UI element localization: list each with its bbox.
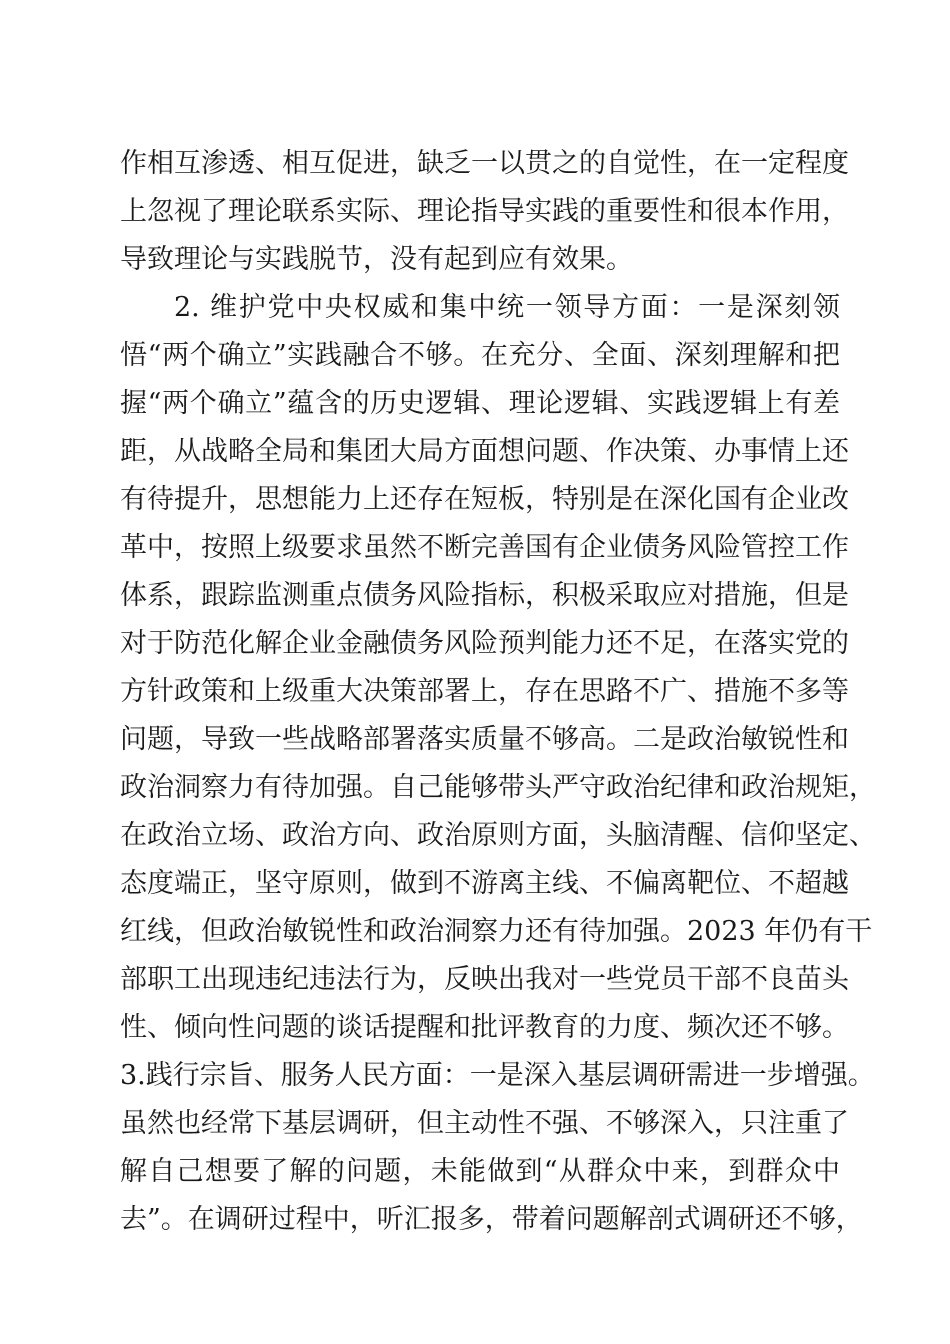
text-line-16: 态度端正，坚守原则，做到不游离主线、不偏离靶位、不超越 [120, 868, 849, 899]
text-line-10: 体系，跟踪监测重点债务风险指标，积极采取应对措施，但是 [120, 580, 849, 611]
text-line-17: 红线，但政治敏锐性和政治洞察力还有待加强。2023 年仍有干 [120, 916, 873, 947]
text-line-8: 有待提升，思想能力上还存在短板，特别是在深化国有企业改 [120, 484, 849, 515]
text-line-23: 去”。在调研过程中，听汇报多，带着问题解剖式调研还不够， [120, 1204, 863, 1235]
text-line-22: 解自己想要了解的问题，未能做到“从群众中来，到群众中 [120, 1156, 840, 1187]
text-line-3: 导致理论与实践脱节，没有起到应有效果。 [120, 244, 633, 275]
text-line-20: 3.践行宗旨、服务人民方面：一是深入基层调研需进一步增强。 [120, 1060, 875, 1091]
text-line-11: 对于防范化解企业金融债务风险预判能力还不足，在落实党的 [120, 628, 849, 659]
text-line-5: 悟“两个确立”实践融合不够。在充分、全面、深刻理解和把 [120, 340, 840, 371]
text-line-19: 性、倾向性问题的谈话提醒和批评教育的力度、频次还不够。 [120, 1012, 849, 1043]
text-line-12: 方针政策和上级重大决策部署上，存在思路不广、措施不多等 [120, 676, 849, 707]
text-line-18: 部职工出现违纪违法行为，反映出我对一些党员干部不良苗头 [120, 964, 849, 995]
text-line-6: 握“两个确立”蕴含的历史逻辑、理论逻辑、实践逻辑上有差 [120, 388, 840, 419]
text-line-7: 距，从战略全局和集团大局方面想问题、作决策、办事情上还 [120, 436, 849, 467]
text-line-21: 虽然也经常下基层调研，但主动性不强、不够深入，只注重了 [120, 1108, 849, 1139]
text-line-15: 在政治立场、政治方向、政治原则方面，头脑清醒、信仰坚定、 [120, 820, 876, 851]
text-line-9: 革中，按照上级要求虽然不断完善国有企业债务风险管控工作 [120, 532, 849, 563]
text-line-1: 作相互渗透、相互促进，缺乏一以贯之的自觉性，在一定程度 [120, 148, 849, 179]
text-line-4: 2. 维护党中央权威和集中统一领导方面：一是深刻领 [174, 292, 840, 323]
text-line-2: 上忽视了理论联系实际、理论指导实践的重要性和很本作用， [120, 196, 849, 227]
text-line-13: 问题，导致一些战略部署落实质量不够高。二是政治敏锐性和 [120, 724, 849, 755]
text-line-14: 政治洞察力有待加强。自己能够带头严守政治纪律和政治规矩， [120, 772, 876, 803]
